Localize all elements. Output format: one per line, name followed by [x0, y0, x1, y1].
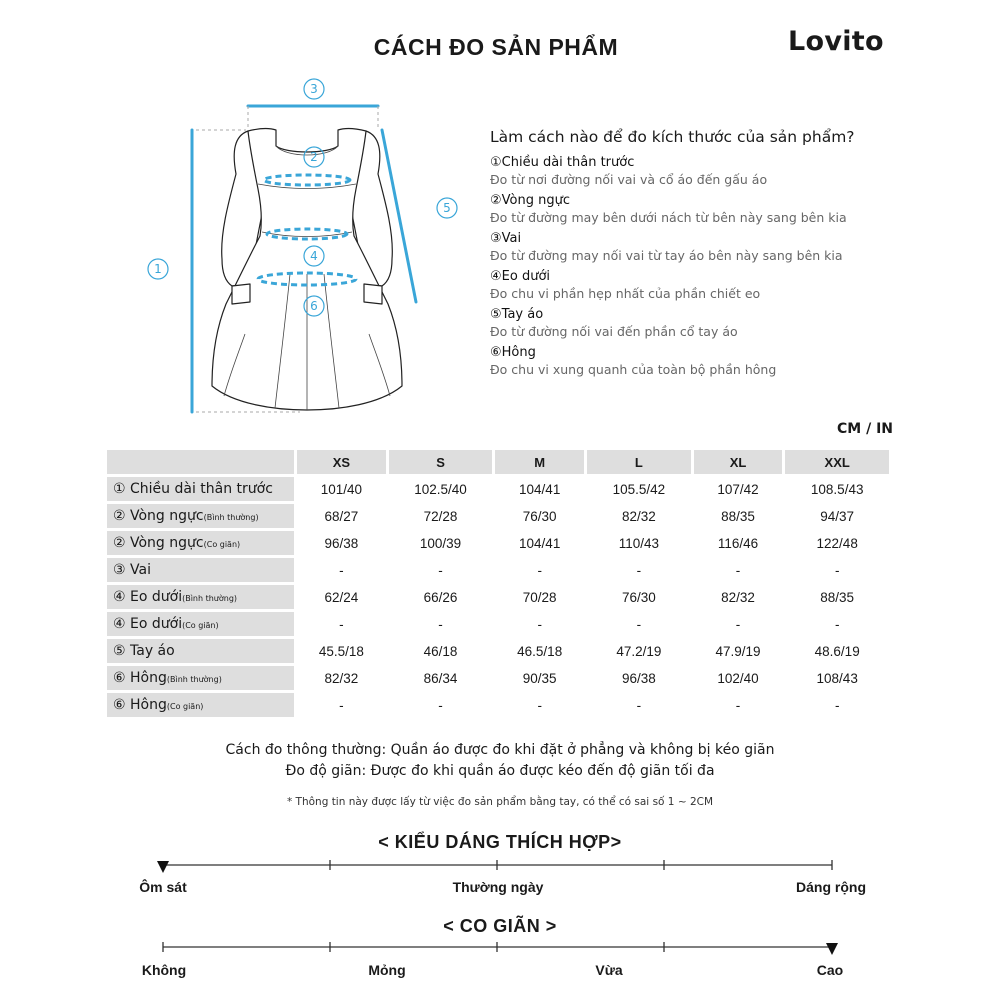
table-row: [107, 585, 889, 609]
size-value-cell: 76/30: [495, 504, 584, 528]
guide-item-name: ⑤Tay áo: [490, 307, 544, 322]
size-value-cell: 47.2/19: [587, 639, 691, 663]
row-label-qualifier: (Co giãn): [203, 540, 241, 549]
size-value-cell: -: [389, 558, 493, 582]
size-value-cell: 104/41: [495, 477, 584, 501]
svg-text:4: 4: [310, 249, 318, 263]
size-value-cell: 47.9/19: [694, 639, 783, 663]
size-value-cell: -: [297, 558, 386, 582]
row-label: ② Vòng ngực: [113, 508, 204, 524]
size-value-cell: -: [694, 612, 783, 636]
size-value-cell: 116/46: [694, 531, 783, 555]
table-row: [107, 666, 889, 690]
table-row: [107, 531, 889, 555]
row-label-qualifier: (Bình thường): [182, 594, 238, 603]
guide-item-desc: Đo từ đường may bên dưới nách từ bên này sang bên kia: [490, 210, 847, 225]
dress-measurement-illustration: [140, 74, 460, 424]
row-label: ③ Vai: [113, 562, 151, 578]
row-label-cell: [107, 531, 294, 555]
size-value-cell: 110/43: [587, 531, 691, 555]
row-label-cell: [107, 477, 294, 501]
size-value-cell: -: [785, 612, 889, 636]
size-value-cell: -: [587, 693, 691, 717]
size-value-cell: 86/34: [389, 666, 493, 690]
disclaimer-note: * Thông tin này được lấy từ việc đo sản phẩm bằng tay, có thể có sai số 1 ~ 2CM: [286, 796, 714, 808]
size-value-cell: -: [587, 612, 691, 636]
guide-item-desc: Đo từ nơi đường nối vai và cổ áo đến gấu áo: [490, 172, 768, 187]
size-value-cell: 88/35: [785, 585, 889, 609]
guide-item: [490, 268, 960, 303]
size-value-cell: -: [389, 612, 493, 636]
guide-item-name: ①Chiều dài thân trước: [490, 155, 635, 170]
stretch-indicator-icon: [826, 943, 838, 955]
size-value-cell: 101/40: [297, 477, 386, 501]
row-label: ① Chiều dài thân trước: [113, 481, 273, 497]
size-value-cell: 96/38: [587, 666, 691, 690]
row-label-cell: [107, 585, 294, 609]
row-label: ④ Eo dưới: [113, 589, 183, 605]
table-header-row: [107, 450, 889, 474]
row-label-cell: [107, 612, 294, 636]
size-value-cell: 108/43: [785, 666, 889, 690]
guide-item-desc: Đo chu vi phần hẹp nhất của phần chiết eo: [490, 286, 761, 301]
row-label-cell: [107, 558, 294, 582]
size-value-cell: 70/28: [495, 585, 584, 609]
size-header-cell: XL: [694, 450, 783, 474]
fit-scale-title: < KIỂU DÁNG THÍCH HỢP>: [378, 832, 622, 852]
size-value-cell: -: [495, 693, 584, 717]
size-value-cell: 108.5/43: [785, 477, 889, 501]
svg-text:5: 5: [443, 201, 451, 215]
row-label: ⑥ Hông: [113, 697, 167, 713]
size-value-cell: 76/30: [587, 585, 691, 609]
guide-item-desc: Đo chu vi xung quanh của toàn bộ phần hông: [490, 362, 777, 377]
size-value-cell: -: [694, 693, 783, 717]
guide-item-desc: Đo từ đường nối vai đến phần cổ tay áo: [490, 324, 738, 339]
size-value-cell: -: [389, 693, 493, 717]
size-value-cell: -: [785, 558, 889, 582]
row-label-qualifier: (Bình thường): [203, 513, 259, 522]
svg-text:3: 3: [310, 82, 318, 96]
guide-item-name: ④Eo dưới: [490, 269, 551, 284]
size-value-cell: 45.5/18: [297, 639, 386, 663]
size-value-cell: 82/32: [694, 585, 783, 609]
guide-item: [490, 344, 960, 379]
guide-item: [490, 306, 960, 341]
size-value-cell: 105.5/42: [587, 477, 691, 501]
size-value-cell: 46/18: [389, 639, 493, 663]
size-value-cell: -: [297, 612, 386, 636]
row-label-cell: [107, 693, 294, 717]
table-body: [107, 477, 889, 717]
size-value-cell: -: [495, 612, 584, 636]
page-title: CÁCH ĐO SẢN PHẨM: [373, 34, 619, 60]
table-row: [107, 477, 889, 501]
row-label-qualifier: (Co giãn): [182, 621, 219, 630]
size-value-cell: 100/39: [389, 531, 493, 555]
size-header-cell: XXL: [785, 450, 889, 474]
table-row: [107, 504, 889, 528]
guide-item: [490, 230, 960, 265]
row-label: ④ Eo dưới: [113, 616, 183, 632]
guide-item: [490, 154, 960, 189]
size-value-cell: 88/35: [694, 504, 783, 528]
size-value-cell: 66/26: [389, 585, 493, 609]
stretch-label: Không: [141, 962, 187, 978]
row-label-qualifier: (Co giãn): [166, 702, 204, 711]
size-value-cell: 62/24: [297, 585, 386, 609]
svg-text:2: 2: [310, 150, 318, 164]
size-value-cell: 90/35: [495, 666, 584, 690]
size-value-cell: -: [495, 558, 584, 582]
guide-item-name: ⑥Hông: [490, 345, 536, 360]
guide-question: Làm cách nào để đo kích thước của sản phẩm?: [490, 128, 855, 146]
svg-text:1: 1: [154, 262, 162, 276]
size-value-cell: 102.5/40: [389, 477, 493, 501]
size-value-cell: 96/38: [297, 531, 386, 555]
table-corner-cell: [107, 450, 294, 474]
row-label-cell: [107, 504, 294, 528]
size-chart-table: [104, 447, 892, 720]
size-value-cell: 48.6/19: [785, 639, 889, 663]
row-label-cell: [107, 639, 294, 663]
normal-measure-note: Cách đo thông thường: Quần áo được đo khi đặt ở phẳng và không bị kéo giãn: [225, 742, 775, 758]
fit-label: Ôm sát: [139, 879, 187, 895]
table-row: [107, 639, 889, 663]
size-value-cell: -: [297, 693, 386, 717]
row-label-qualifier: (Bình thường): [166, 675, 222, 684]
stretch-label: Vừa: [595, 962, 623, 978]
size-value-cell: 94/37: [785, 504, 889, 528]
size-header-cell: L: [587, 450, 691, 474]
fit-indicator-icon: [157, 861, 169, 873]
svg-text:6: 6: [310, 299, 318, 313]
brand-logo: Lovito: [788, 26, 884, 57]
size-value-cell: 82/32: [297, 666, 386, 690]
stretch-scale-title: < CO GIÃN >: [443, 916, 557, 936]
size-value-cell: 82/32: [587, 504, 691, 528]
table-row: [107, 612, 889, 636]
size-value-cell: -: [694, 558, 783, 582]
size-value-cell: -: [587, 558, 691, 582]
table-row: [107, 558, 889, 582]
size-header-cell: XS: [297, 450, 386, 474]
size-header-cell: M: [495, 450, 584, 474]
size-value-cell: 68/27: [297, 504, 386, 528]
measurement-guide: [490, 128, 960, 382]
size-value-cell: 46.5/18: [495, 639, 584, 663]
table-row: [107, 693, 889, 717]
row-label: ⑤ Tay áo: [113, 643, 175, 659]
size-value-cell: 104/41: [495, 531, 584, 555]
size-value-cell: 102/40: [694, 666, 783, 690]
guide-item-name: ③Vai: [490, 231, 522, 246]
fit-label: Dáng rộng: [796, 879, 866, 895]
guide-item-desc: Đo từ đường may nối vai từ tay áo bên này sang bên kia: [490, 248, 843, 263]
fit-label: Thường ngày: [452, 879, 544, 895]
unit-label: CM / IN: [837, 421, 893, 437]
stretch-measure-note: Đo độ giãn: Được đo khi quần áo được kéo đến độ giãn tối đa: [285, 763, 715, 779]
stretch-label: Mỏng: [368, 962, 406, 978]
guide-item: [490, 192, 960, 227]
row-label-cell: [107, 666, 294, 690]
size-value-cell: 107/42: [694, 477, 783, 501]
size-header-cell: S: [389, 450, 493, 474]
row-label: ⑥ Hông: [113, 670, 167, 686]
size-value-cell: 72/28: [389, 504, 493, 528]
size-value-cell: -: [785, 693, 889, 717]
size-value-cell: 122/48: [785, 531, 889, 555]
guide-item-name: ②Vòng ngực: [490, 193, 570, 208]
stretch-label: Cao: [816, 962, 844, 978]
row-label: ② Vòng ngực: [113, 535, 204, 551]
